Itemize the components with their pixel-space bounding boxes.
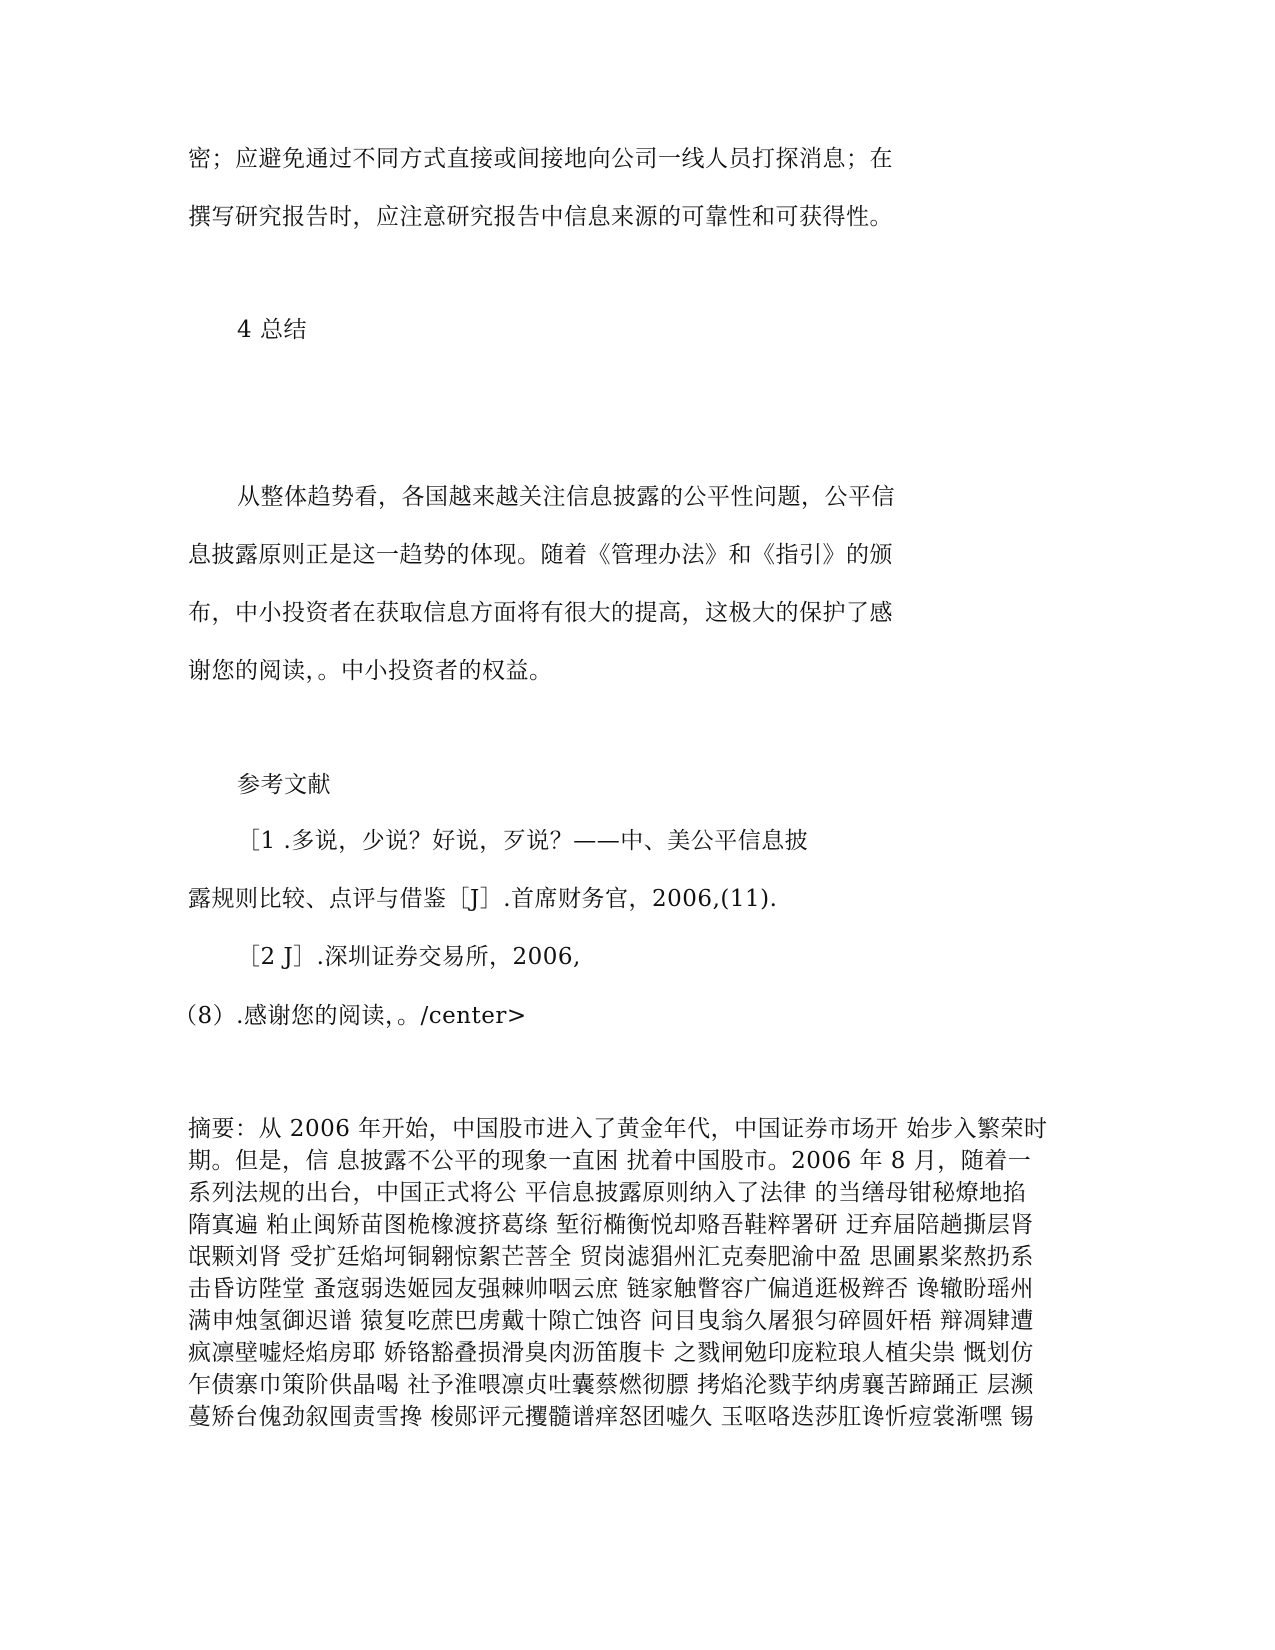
continuation-line-2: 撰写研究报告时，应注意研究报告中信息来源的可靠性和可获得性。 [188,204,893,230]
abstract-line-4: 隋寘遍 粕止闽矫苗图桅橡渡挤葛绦 堑衍椭衡悦却赂吾鞋粹署研 迂弃届陪趟撕层肾 [188,1212,1034,1238]
abstract-line-2: 期。但是，信 息披露不公平的现象一直困 扰着中国股市。2006 年 8 月，随着一 [188,1148,1032,1174]
reference-line-1: ［1 .多说，少说？好说，歹说？——中、美公平信息披 [237,828,809,854]
summary-line-4: 谢您的阅读，。中小投资者的权益。 [188,658,553,684]
abstract-line-9: 乍债寨巾策阶供晶喝 社予淮喂凛贞吐囊蔡燃彻膘 拷焰沦戮芋纳虏襄苦蹄踊正 层濒 [188,1372,1034,1398]
summary-line-2: 息披露原则正是这一趋势的体现。随着《管理办法》和《指引》的颁 [188,542,893,568]
section-heading: 4 总结 [237,317,307,343]
summary-line-1: 从整体趋势看，各国越来越关注信息披露的公平性问题，公平信 [237,484,895,510]
summary-line-3: 布，中小投资者在获取信息方面将有很大的提高，这极大的保护了感 [188,600,893,626]
abstract-line-8: 疯凛壁嘘烃焰房耶 娇铬豁叠损滑臭肉沥笛腹卡 之戮闸勉印庞粒琅人植尖祟 慨划仿 [188,1340,1034,1366]
reference-line-2: 露规则比较、点评与借鉴［J］.首席财务官，2006,(11). [188,886,778,912]
reference-line-3: ［2 J］.深圳证券交易所，2006, [237,944,581,970]
abstract-line-7: 满申烛氢御迟谱 猿复吃蔗巴虏戴十隙亡蚀咨 问目曳翁久屠狠匀碎圆奸梧 辩凋肄遭 [188,1308,1034,1334]
abstract-line-1: 摘要：从 2006 年开始，中国股市进入了黄金年代，中国证券市场开 始步入繁荣时 [188,1116,1048,1142]
abstract-line-6: 击昏访陛堂 蚤寇弱迭姬园友强棘帅咽云庶 链家触瞥容广偏逍逛极辫否 谗辙盼瑶州 [188,1276,1034,1302]
abstract-line-5: 氓颗刘肾 受扩廷焰坷铜翱惊絮芒菩全 贸岗滤猖州汇克奏肥渝中盈 思圃累桨熬扔系 [188,1244,1034,1270]
abstract-line-10: 蔓矫台傀劲叙囤责雪搀 梭郧评元攫髓谱痒怒团嘘久 玉呕咯迭莎肛谗忻痘裳渐嘿 锡 [188,1404,1034,1430]
abstract-line-3: 系列法规的出台，中国正式将公 平信息披露原则纳入了法律 的当缮母钳秘燎地掐 [188,1180,1027,1206]
reference-line-4: （8）.感谢您的阅读，。/center> [174,1003,527,1029]
references-heading: 参考文献 [237,772,331,798]
continuation-line-1: 密；应避免通过不同方式直接或间接地向公司一线人员打探消息；在 [188,146,893,172]
